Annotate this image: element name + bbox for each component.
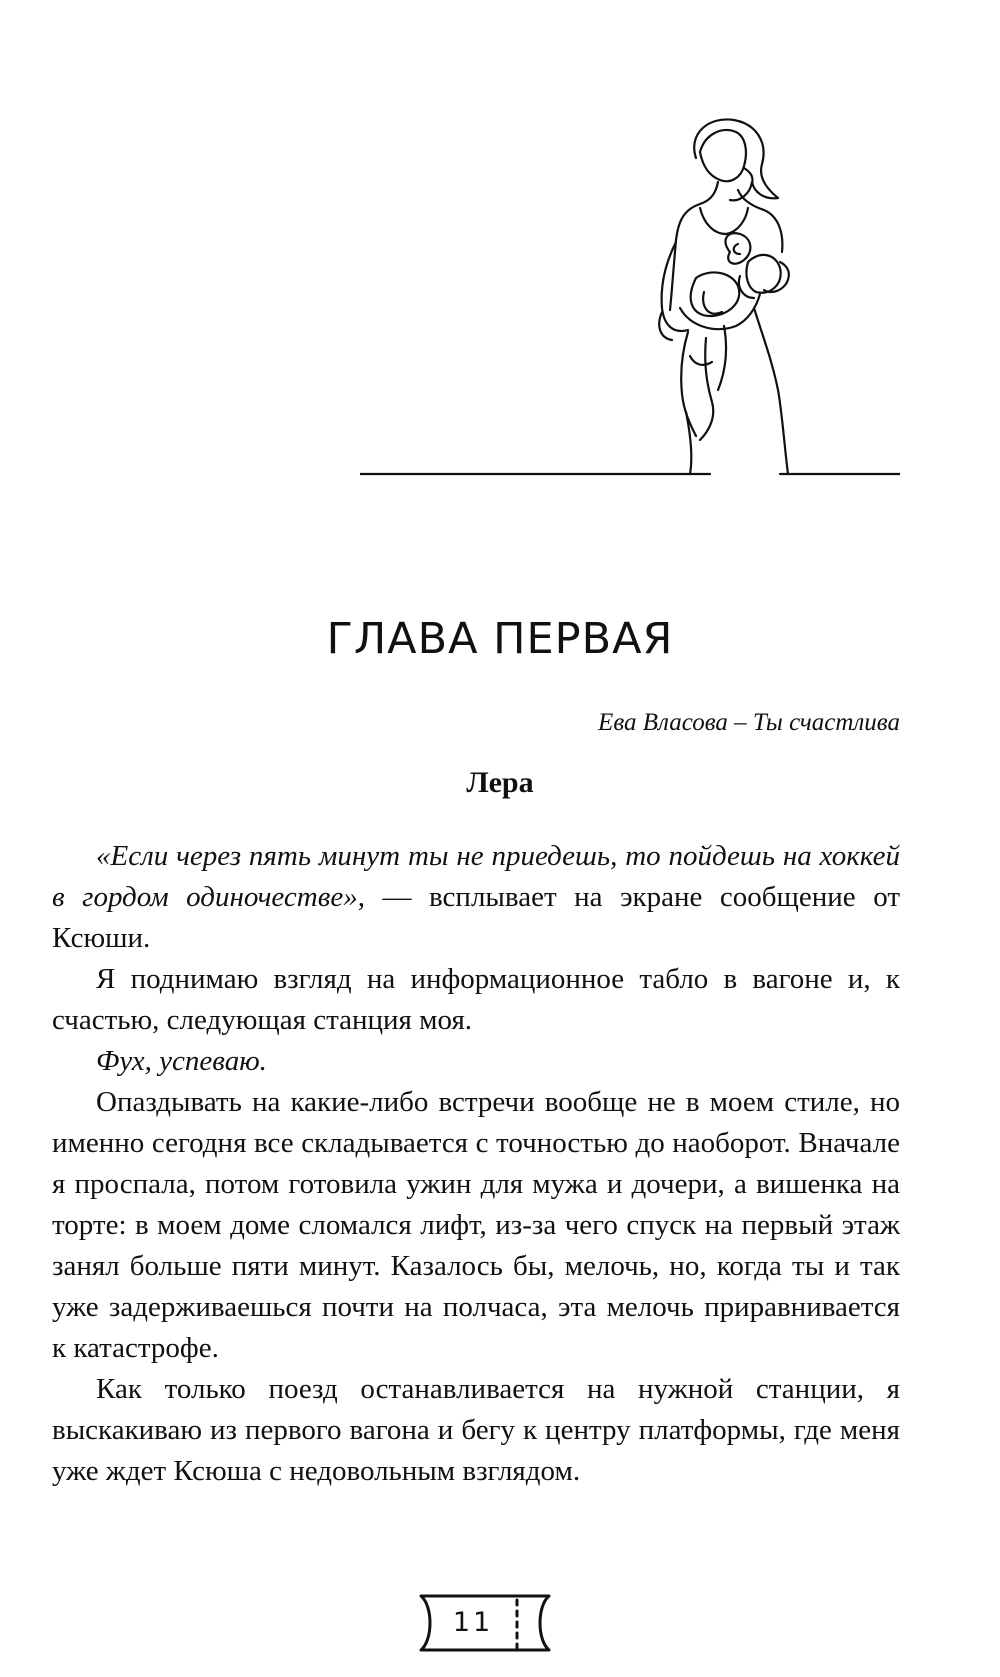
chapter-body bbox=[52, 836, 900, 1492]
page-number: 11 bbox=[452, 1607, 494, 1638]
chapter-title: ГЛАВА ПЕРВАЯ bbox=[326, 614, 674, 664]
paragraph: Я поднимаю взгляд на информационное табло в вагоне и, к счастью, следующая станция моя. bbox=[52, 963, 900, 1036]
paragraph-italic-text: «Если через пять минут ты не приедешь, то пойдешь на хоккей в гордом одиночестве», bbox=[52, 840, 900, 913]
paragraph-text: — всплывает на экране сообщение от Ксюши. bbox=[52, 881, 900, 954]
paragraph-italic-text: Фух, успеваю. bbox=[96, 1045, 267, 1077]
paragraph bbox=[52, 836, 900, 959]
pov-character-name: Лера bbox=[466, 766, 534, 799]
woman-with-flowers-illustration bbox=[360, 112, 900, 492]
epigraph: Ева Власова – Ты счастлива bbox=[598, 709, 900, 736]
paragraph bbox=[52, 1041, 900, 1082]
paragraph: Как только поезд останавливается на нужной станции, я выскакиваю из первого вагона и бегу к центру платформы, где меня уже ждет Ксюша с недовольным взглядом. bbox=[52, 1373, 900, 1487]
paragraph: Опаздывать на какие-либо встречи вообще не в моем стиле, но именно сегодня все складывается с точностью до наоборот. Вначале я проспала, потом готовила ужин для мужа и дочери, а вишенка на торте: в моем доме сломался лифт, из-за чего спуск на первый этаж занял больше пяти минут. Казалось бы, мелочь, но, когда ты и так уже задерживаешься почти на полчаса, эта мелочь приравнивается к катастрофе. bbox=[52, 1086, 900, 1364]
